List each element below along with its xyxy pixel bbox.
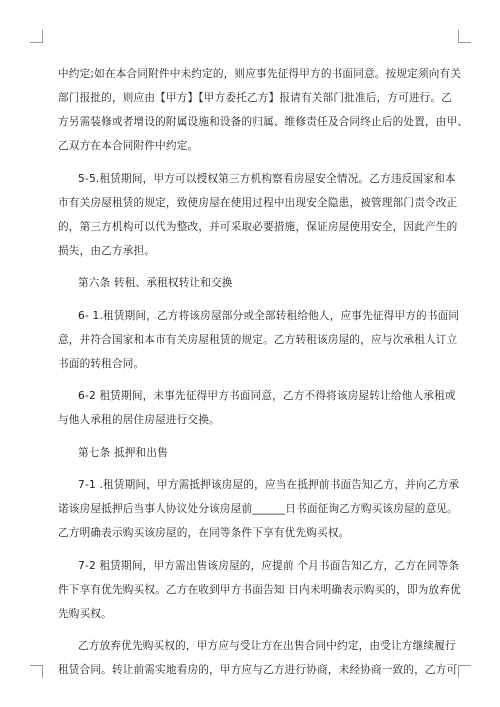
text-line: 租赁合同。转让前需实地看房的，甲方应与乙方进行协商，未经协商一致的，乙方可 (58, 664, 458, 676)
text-line: 乙方明确表示购买该房屋的，在同等条件下享有优先购买权。 (58, 527, 350, 539)
clause-7-2-line: 7-2 租赁期间，甲方需出售该房屋的，应提前 个月书面告知乙方，乙方在同等条 (78, 559, 460, 572)
crop-mark-top-right (458, 30, 471, 43)
clause-7-1-line: 7-1 .租赁期间，甲方需抵押该房屋的，应当在抵押前书面告知乙方，并向乙方承 (78, 479, 460, 491)
crop-mark-bottom-left (30, 665, 43, 678)
document-body (58, 62, 469, 682)
text-line: 的，第三方机构可以代为整改，并可采取必要措施，保证房屋使用安全，因此产生的 (58, 220, 458, 233)
text-line: 与他人承租的居住房屋进行交换。 (58, 414, 220, 426)
clause-5-5-line: 5-5.租赁期间，甲方可以授权第三方机构察看房屋安全情况。乙方违反国家和本 (78, 172, 456, 185)
waiver-paragraph-line: 乙方放弃优先购买权的，甲方应与受让方在出售合同中约定，由受让方继续履行 (78, 640, 456, 652)
text-line: 诺该房屋抵押后当事人协议处分该房屋前______日书面征询乙方购买该房屋的意见。 (58, 503, 458, 515)
crop-mark-bottom-right (458, 665, 471, 678)
article-6-heading: 第六条 转租、承租权转让和交换 (78, 277, 233, 289)
text-line: 书面的转租合同。 (58, 357, 145, 370)
article-7-heading: 第七条 抵押和出售 (78, 446, 168, 459)
crop-mark-top-left (30, 30, 43, 43)
clause-6-1-line: 6- 1.租赁期间，乙方将该房屋部分或全部转租给他人，应事先征得甲方的书面同 (78, 309, 460, 322)
text-line: 市有关房屋租赁的规定，致使房屋在使用过程中出现安全隐患，被管理部门责令改正 (58, 196, 458, 209)
clause-6-2-line: 6-2 租赁期间，未事先征得甲方书面同意，乙方不得将该房屋转让给他人承租或 (78, 390, 456, 402)
text-line: 意，并符合国家和本市有关房屋租赁的规定。乙方转租该房屋的，应与次承租人订立 (58, 333, 458, 346)
text-line: 中约定;如在本合同附件中未约定的，则应事先征得甲方的书面同意。按规定须向有关 (58, 68, 462, 80)
text-line: 方另需装修或者增设的附属设施和设备的归属、维修责任及合同终止后的处置，由甲、 (58, 116, 469, 128)
text-line: 件下享有优先购买权。乙方在收到甲方书面告知 日内未明确表示购买的，即为放弃优 (58, 583, 461, 596)
text-line: 先购买权。 (58, 607, 112, 620)
text-line: 乙双方在本合同附件中约定。 (58, 140, 199, 152)
text-line: 损失，由乙方承担。 (58, 244, 156, 257)
text-line: 部门报批的，则应由【甲方】【甲方委托乙方】报请有关部门批准后，方可进行。乙 (58, 92, 453, 104)
